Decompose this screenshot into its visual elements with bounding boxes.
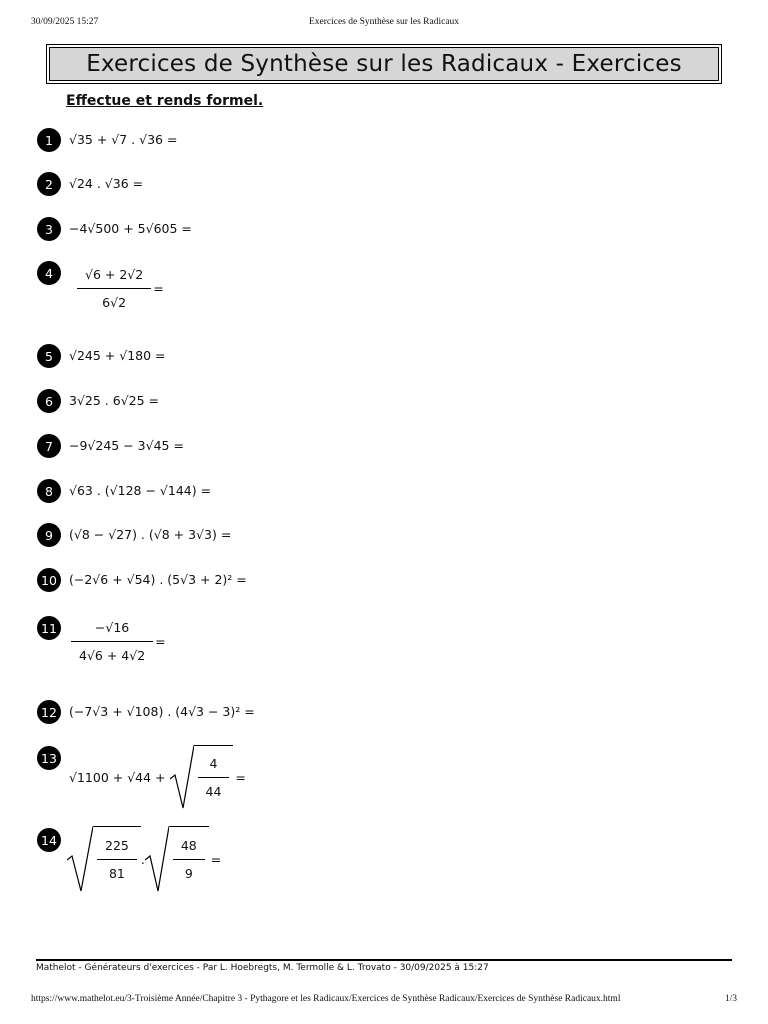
exercise-expression [67,826,221,892]
equals-sign: = [235,769,246,785]
exercise-expression: (√8 − √27) . (√8 + 3√3) = [69,527,232,542]
exercise-number: 10 [37,568,61,592]
exercise-expression: −9√245 − 3√45 = [69,438,184,453]
exercise-number: 5 [37,344,61,368]
print-header [31,17,737,31]
page-url: https://www.mathelot.eu/3-Troisième Année/Chapitre 3 - Pythagore et les Radicaux/Exercices de Synthèse Radicaux/Exercices de Synthèse Radicaux.html [31,994,621,1004]
exercise-expression: −4√500 + 5√605 = [69,221,192,236]
exercise-number: 12 [37,700,61,724]
fraction [71,620,153,663]
large-radical [170,745,234,809]
radicand [169,826,209,892]
page-number: 1/3 [724,994,737,1004]
exercise-number: 13 [37,746,61,770]
denominator: 6√2 [102,295,127,310]
print-date: 30/09/2025 15:27 [31,17,99,27]
exercise-number: 14 [37,828,61,852]
expression-lead: √1100 + √44 + [69,769,166,785]
exercise-number: 2 [37,172,61,196]
fraction [173,838,205,881]
equals-sign: = [210,851,222,867]
exercise-number: 11 [37,616,61,640]
exercise-expression: √245 + √180 = [69,348,166,363]
exercise-number: 1 [37,128,61,152]
exercise-expression: √35 + √7 . √36 = [69,132,178,147]
footer-credits: Mathelot - Générateurs d'exercices - Par L. Hoebregts, M. Termolle & L. Trovato - 30/09/2025 à 15:27 [36,959,732,973]
denominator: 4√6 + 4√2 [79,648,146,663]
print-title: Exercices de Synthèse sur les Radicaux [308,17,460,27]
page-title: Exercices de Synthèse sur les Radicaux - Exercices [49,47,719,81]
multiplication-dot: . [140,851,145,867]
exercise-number: 4 [37,261,61,285]
numerator: −√16 [94,620,130,635]
denominator: 9 [184,866,193,881]
exercise-expression: (−2√6 + √54) . (5√3 + 2)² = [69,572,247,587]
exercise-expression [69,620,166,663]
exercise-expression: √24 . √36 = [69,176,144,191]
radicand [194,745,234,809]
radicand [93,826,141,892]
radical-sign-icon [170,745,194,809]
radical-sign-icon [67,826,93,892]
instruction: Effectue et rends formel. [66,93,264,109]
exercise-number: 9 [37,523,61,547]
equals-sign: = [155,634,166,649]
exercise-expression: 3√25 . 6√25 = [69,393,160,408]
fraction [77,267,151,310]
numerator: √6 + 2√2 [85,267,144,282]
denominator: 44 [205,784,222,799]
exercise-number: 7 [37,434,61,458]
fraction [97,838,137,881]
denominator: 81 [108,866,125,881]
exercise-expression [75,267,164,310]
radical-sign-icon [145,826,169,892]
exercise-number: 3 [37,217,61,241]
numerator: 48 [180,838,197,853]
exercise-number: 8 [37,479,61,503]
exercise-number: 6 [37,389,61,413]
fraction [198,756,230,799]
large-radical [145,826,209,892]
exercise-expression: √63 . (√128 − √144) = [69,483,212,498]
equals-sign: = [153,281,164,296]
numerator: 225 [105,838,129,853]
exercise-expression: (−7√3 + √108) . (4√3 − 3)² = [69,704,255,719]
print-footer [31,994,737,1008]
title-box [46,44,722,84]
large-radical [67,826,141,892]
numerator: 4 [209,756,218,771]
exercise-expression [69,745,246,809]
